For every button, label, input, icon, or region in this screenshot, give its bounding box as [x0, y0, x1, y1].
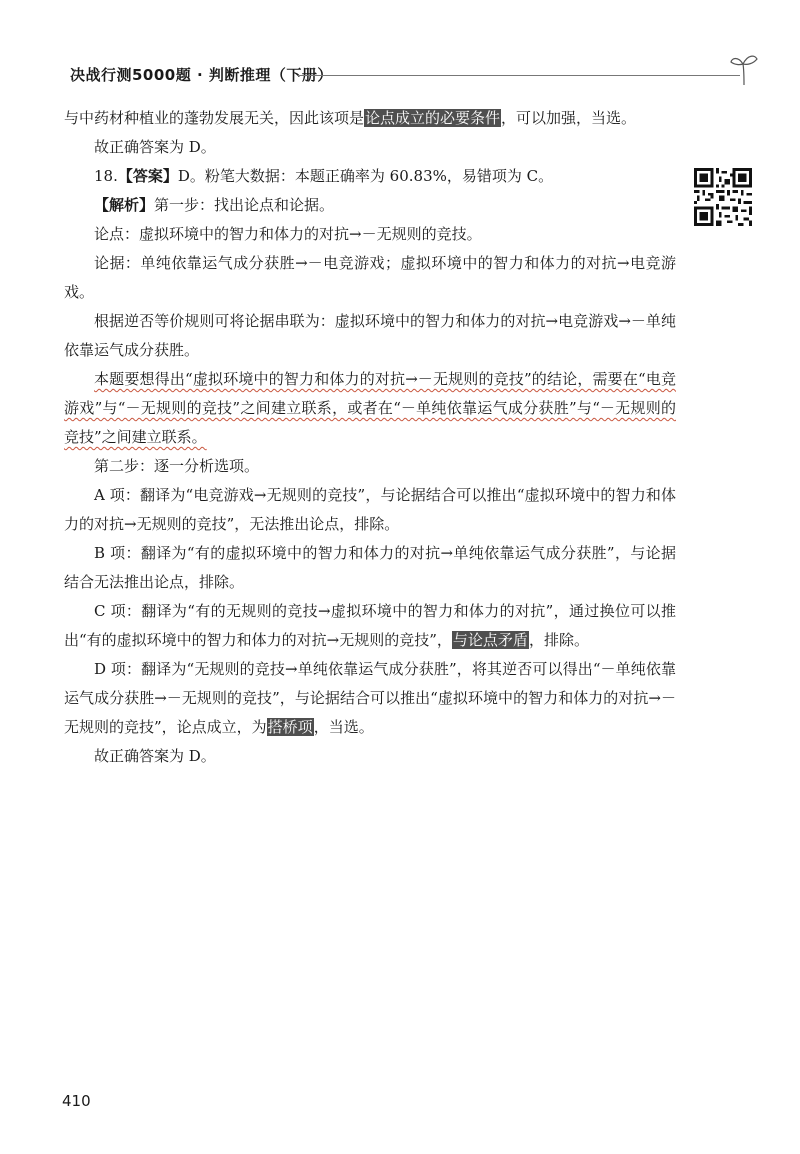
page-number: 410	[62, 1092, 91, 1110]
paragraph: 论点：虚拟环境中的智力和体力的对抗→－无规则的竞技。	[94, 225, 482, 243]
answer-tag: 【答案】	[117, 167, 178, 185]
paragraph: 故正确答案为 D。	[94, 747, 216, 765]
sprout-icon	[730, 50, 758, 86]
page-header	[70, 60, 758, 90]
key-term-highlight: 搭桥项	[267, 718, 313, 736]
book-title: 决战行测5000题 · 判断推理（下册）	[70, 66, 333, 84]
wavy-underline-text: 本题要想得出“虚拟环境中的智力和体力的对抗→－无规则的竞技”的结论，需要在“电竞游戏”与“－无规则的竞技”之间建立联系，或者在“－单纯依靠运气成分获胜”与“－无规则的竞技”之间建立联系。	[64, 370, 676, 446]
option-b: B 项：翻译为“有的虚拟环境中的智力和体力的对抗→单纯依靠运气成分获胜”，与论据结合无法推出论点，排除。	[64, 544, 676, 591]
paragraph: 故正确答案为 D。	[94, 138, 216, 156]
qr-code[interactable]	[694, 168, 752, 226]
key-term-highlight: 与论点矛盾	[452, 631, 528, 649]
header-rule	[298, 75, 740, 76]
analysis-line: 【解析】第一步：找出论点和论据。	[94, 196, 335, 214]
paragraph: 第二步：逐一分析选项。	[94, 457, 260, 475]
paragraph: 与中药材种植业的蓬勃发展无关，因此该项是论点成立的必要条件，可以加强，当选。	[64, 109, 637, 127]
answer-line: 18.【答案】D。粉笔大数据：本题正确率为 60.83%，易错项为 C。	[94, 167, 554, 185]
option-c: C 项：翻译为“有的无规则的竞技→虚拟环境中的智力和体力的对抗”，通过换位可以推出“有的虚拟环境中的智力和体力的对抗→无规则的竞技”，与论点矛盾，排除。	[64, 602, 676, 649]
option-a: A 项：翻译为“电竞游戏→无规则的竞技”，与论据结合可以推出“虚拟环境中的智力和体力的对抗→无规则的竞技”，无法推出论点，排除。	[64, 486, 676, 533]
paragraph	[64, 365, 676, 452]
analysis-tag: 【解析】	[94, 196, 155, 214]
option-d: D 项：翻译为“无规则的竞技→单纯依靠运气成分获胜”，将其逆否可以得出“－单纯依靠运气成分获胜→－无规则的竞技”，与论据结合可以推出“虚拟环境中的智力和体力的对抗→－无规则的竞技”，论点成立，为搭桥项，当选。	[64, 660, 676, 736]
paragraph: 论据：单纯依靠运气成分获胜→－电竞游戏；虚拟环境中的智力和体力的对抗→电竞游戏。	[64, 254, 676, 301]
page-body	[64, 104, 676, 771]
paragraph: 根据逆否等价规则可将论据串联为：虚拟环境中的智力和体力的对抗→电竞游戏→－单纯依靠运气成分获胜。	[64, 312, 676, 359]
key-term-highlight: 论点成立的必要条件	[365, 109, 501, 127]
